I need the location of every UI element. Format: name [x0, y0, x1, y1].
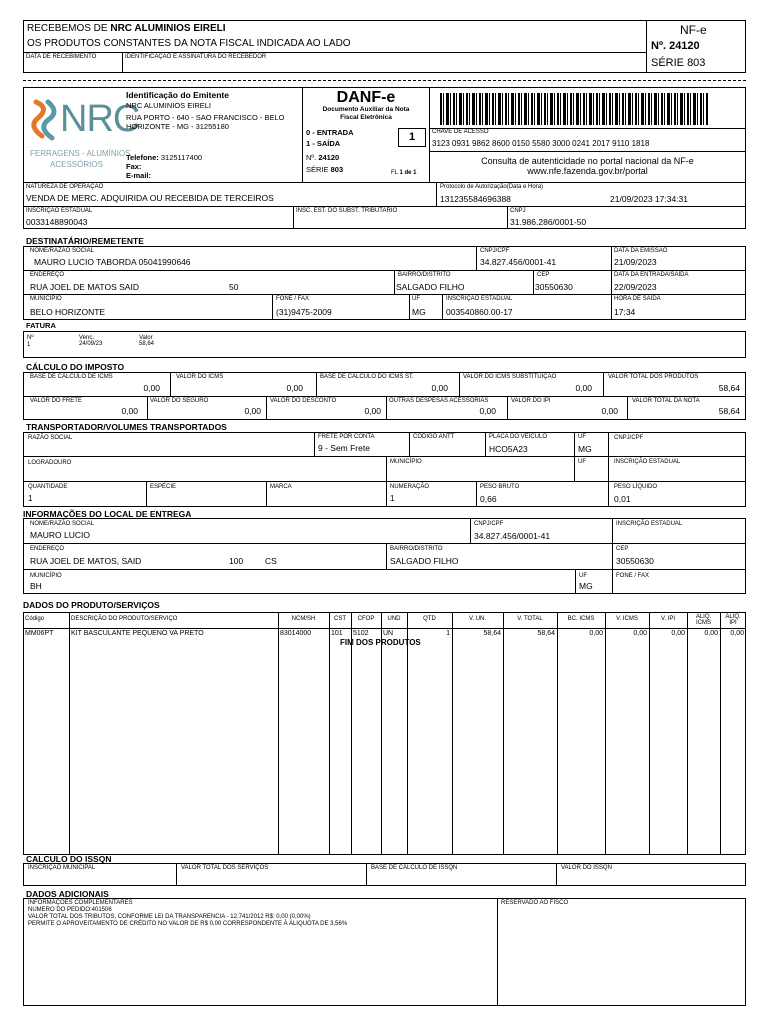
produto-cell-2: 83014000	[280, 630, 312, 637]
dest-entrada-label: DATA DA ENTRADA/SAÍDA	[614, 272, 689, 278]
v-st-label: VALOR DO ICMS SUBSTITUIÇÃO	[463, 374, 557, 380]
produto-cell-0: MM06PT	[25, 630, 54, 637]
dest-cnpj: 34.827.456/0001-41	[480, 257, 557, 267]
frete: 0,00	[121, 406, 138, 416]
v-st: 0,00	[575, 383, 592, 393]
dest-municipio-label: MUNICÍPIO	[30, 296, 62, 302]
transp-placa-label: PLACA DO VEÍCULO	[489, 434, 548, 440]
danfe-entrada: 0 - ENTRADA	[306, 128, 354, 137]
outras-label: OUTRAS DESPESAS ACESSÓRIAS	[389, 398, 489, 404]
entrega-endereco-label: ENDEREÇO	[30, 546, 65, 552]
transp-uf-label: UF	[578, 434, 586, 440]
transp-qtd-label: QUANTIDADE	[28, 484, 68, 490]
dest-bairro-label: BAIRRO/DISTRITO	[398, 272, 451, 278]
protocolo: 131235584696388	[440, 194, 511, 204]
transp-liquido: 0,01	[614, 494, 631, 504]
total: 58,64	[718, 406, 740, 416]
dest-hora-label: HORA DE SAÍDA	[614, 296, 661, 302]
transp-frete-label: FRETE POR CONTA	[318, 434, 375, 440]
v-icms-label: VALOR DO ICMS	[176, 374, 224, 380]
produto-header-11: V. IPI	[660, 616, 676, 622]
dest-numero: 50	[229, 282, 239, 292]
produto-header-12: ALIQ. ICMS	[695, 614, 712, 626]
dest-fone: (31)9475-2009	[276, 307, 332, 317]
entrega-bairro: SALGADO FILHO	[390, 556, 459, 566]
fatura-num-label: Nº	[27, 335, 34, 341]
cnpj-label: CNPJ	[510, 208, 526, 214]
info-line3: PERMITE O APROVEITAMENTO DE CRÉDITO NO VALOR DE R$ 0,00 CORRESPONDENTE À ALIQUOTA DE 3,56%	[28, 921, 348, 927]
danfe-saida: 1 - SAÍDA	[306, 139, 341, 148]
consulta-1: Consulta de autenticidade no portal nacional da NF-e	[481, 156, 694, 166]
produto-header-0: Código	[25, 616, 45, 622]
transp-marca-label: MARCA	[270, 484, 292, 490]
transp-logradouro-label: LOGRADOURO	[28, 460, 72, 466]
canhoto-data-receb-label: DATA DE RECEBIMENTO	[26, 54, 97, 60]
fim-dos-produtos: FIM DOS PRODUTOS	[340, 638, 421, 647]
fisco-label: RESERVADO AO FISCO	[501, 900, 569, 906]
bc-icms-label: BASE DE CÁLCULO DE ICMS	[30, 374, 113, 380]
produto-cell-1: KIT BASCULANTE PEQUENO VA PRETO	[71, 630, 204, 637]
dest-endereco-label: ENDEREÇO	[30, 272, 65, 278]
dest-endereco: RUA JOEL DE MATOS SAID	[30, 282, 139, 292]
entrega-cep: 30550630	[616, 556, 654, 566]
entrega-fone-label: FONE / FAX	[616, 573, 650, 579]
produto-cell-6: 1	[446, 630, 450, 637]
entrega-municipio: BH	[30, 581, 42, 591]
produto-cell-5: UN	[383, 630, 394, 637]
canhoto-nfe-label: NF-e	[680, 23, 707, 37]
destinatario-section: DESTINATÁRIO/REMETENTE	[26, 236, 144, 246]
transp-cnpj-label: CNPJ/CPF	[614, 435, 644, 441]
dest-emissao-label: DATA DA EMISSÃO	[614, 248, 668, 254]
produto-header-8: V. TOTAL	[517, 616, 543, 622]
produto-cell-7: 58,64	[483, 630, 501, 637]
produtos-section: DADOS DO PRODUTO/SERVIÇOS	[23, 600, 160, 610]
info-label: INFORMAÇÕES COMPLEMENTARES	[28, 900, 133, 906]
entrega-cnpj: 34.827.456/0001-41	[474, 531, 551, 541]
info-line2: VALOR TOTAL DOS TRIBUTOS, CONFORME LEI DA TRANSPARENCIA - 12.741/2012 R$: 0,00 (0,00%)	[28, 914, 311, 920]
logo-sub2: ACESSÓRIOS	[50, 160, 103, 169]
imposto-section: CÁLCULO DO IMPOSTO	[26, 362, 125, 372]
produto-header-13: ALIQ. IPI	[725, 614, 741, 626]
dest-uf: MG	[412, 307, 426, 317]
entrega-nome: MAURO LUCIO	[30, 530, 90, 540]
desconto: 0,00	[364, 406, 381, 416]
logo-sub1: FERRAGENS - ALUMÍNIOS	[30, 149, 131, 158]
entrega-cnpj-label: CNPJ/CPF	[474, 521, 504, 527]
produto-cell-13: 0,00	[730, 630, 744, 637]
canhoto-recebemos: RECEBEMOS DE NRC ALUMINIOS EIRELI	[27, 23, 226, 34]
entrega-ie-label: INSCRIÇÃO ESTADUAL	[616, 521, 683, 527]
frete-label: VALOR DO FRETE	[30, 398, 82, 404]
dest-entrada: 22/09/2023	[614, 282, 657, 292]
dest-municipio: BELO HORIZONTE	[30, 307, 106, 317]
logo-text: NRC	[60, 98, 140, 140]
transp-ie-label: INSCRIÇÃO ESTADUAL	[614, 459, 681, 465]
produto-header-5: UND	[387, 616, 401, 622]
info-line1: NUMERO DO PEDIDO:401506	[28, 907, 112, 913]
emitente-fax: Fax:	[126, 162, 142, 171]
seguro-label: VALOR DO SEGURO	[150, 398, 209, 404]
produto-cell-10: 0,00	[633, 630, 647, 637]
canhoto-ident-label: IDENTIFICAÇÃO E ASSINATURA DO RECEBEDOR	[125, 54, 267, 60]
total-label: VALOR TOTAL DA NOTA	[632, 398, 700, 404]
v-icms: 0,00	[286, 383, 303, 393]
entrega-nome-label: NOME/RAZÃO SOCIAL	[30, 521, 95, 527]
logo-mark-icon	[30, 98, 60, 142]
chave-label: CHAVE DE ACESSO	[432, 129, 489, 135]
transp-qtd: 1	[28, 494, 33, 503]
dest-fone-label: FONE / FAX	[276, 296, 310, 302]
ipi: 0,00	[601, 406, 618, 416]
entrega-municipio-label: MUNICÍPIO	[30, 573, 62, 579]
fatura-venc: 24/09/23	[79, 341, 103, 347]
produto-cell-3: 101	[331, 630, 343, 637]
produto-header-4: CFOP	[357, 616, 375, 622]
chave-valor: 3123 0931 9862 8600 0150 5580 3000 0241 2017 9110 1818	[432, 139, 650, 148]
fatura-section: FATURA	[26, 321, 56, 330]
produto-header-7: V. UN.	[468, 616, 487, 622]
canhoto-serie: SÉRIE 803	[651, 57, 706, 69]
transp-antt-label: CÓDIGO ANTT	[413, 434, 455, 440]
transp-uf2-label: UF	[578, 459, 586, 465]
ie-label: INSCRIÇÃO ESTADUAL	[26, 208, 93, 214]
consulta-2: www.nfe.fazenda.gov.br/portal	[527, 166, 648, 176]
produto-cell-11: 0,00	[671, 630, 685, 637]
transp-placa: HCO5A23	[489, 444, 528, 454]
dest-hora: 17:34	[614, 307, 636, 317]
dest-ie: 003540860.00-17	[446, 307, 513, 317]
dest-emissao: 21/09/2023	[614, 257, 657, 267]
produto-header-2: NCM/SH	[291, 616, 316, 622]
natureza: VENDA DE MERC. ADQUIRIDA OU RECEBIDA DE TERCEIROS	[26, 193, 274, 203]
transp-box	[23, 432, 746, 507]
produto-cell-8: 58,64	[537, 630, 555, 637]
fatura-valor-label: Valor	[139, 335, 153, 341]
transp-liquido-label: PESO LÍQUIDO	[614, 484, 658, 490]
desconto-label: VALOR DO DESCONTO	[270, 398, 337, 404]
transp-frete: 9 - Sem Frete	[318, 443, 370, 453]
dest-cep: 30550630	[535, 282, 573, 292]
entrega-uf-label: UF	[579, 573, 587, 579]
barcode	[440, 93, 708, 125]
emitente-endereco1: RUA PORTO - 640 - SAO FRANCISCO - BELO	[126, 113, 285, 122]
produto-header-3: CST	[334, 616, 346, 622]
entrega-endereco: RUA JOEL DE MATOS, SAID	[30, 556, 142, 566]
fatura-box	[23, 331, 746, 358]
fatura-valor: 58,64	[139, 341, 155, 347]
fatura-venc-label: Venc.	[79, 335, 95, 341]
danfe-title: DANF-e	[336, 89, 396, 106]
produto-cell-9: 0,00	[589, 630, 603, 637]
transp-numeracao-label: NUMERAÇÃO	[390, 484, 430, 490]
canhoto-line2: OS PRODUTOS CONSTANTES DA NOTA FISCAL INDICADA AO LADO	[27, 38, 351, 49]
danfe-numero: Nº. 24120	[306, 153, 340, 162]
dest-bairro: SALGADO FILHO	[396, 282, 465, 292]
danfe-sub1: Documento Auxiliar da Nota	[322, 106, 410, 113]
produto-header-9: BC. ICMS	[567, 616, 595, 622]
produto-cell-4: 5102	[353, 630, 369, 637]
transp-section: TRANSPORTADOR/VOLUMES TRANSPORTADOS	[26, 422, 227, 432]
transp-bruto-label: PESO BRUTO	[480, 484, 520, 490]
entrega-cep-label: CEP	[616, 546, 629, 552]
transp-uf: MG	[578, 444, 592, 454]
ipi-label: VALOR DO IPI	[511, 398, 551, 404]
dest-cnpj-label: CNPJ/CPF	[480, 248, 510, 254]
entrega-numero: 100	[229, 556, 244, 566]
ie-st-label: INSC. EST. DO SUBST. TRIBUTARIO	[296, 208, 398, 214]
issqn-valor-label: VALOR DO ISSQN	[561, 865, 612, 871]
transp-razao-label: RAZÃO SOCIAL	[28, 435, 73, 441]
produtos-table	[23, 612, 746, 855]
dest-nome: MAURO LUCIO TABORDA 05041990646	[34, 257, 191, 267]
emitente-endereco2: HORIZONTE - MG - 31255180	[126, 122, 229, 131]
issqn-bc-label: BASE DE CÁLCULO DE ISSQN	[371, 865, 458, 871]
adicionais-section: DADOS ADICIONAIS	[26, 889, 109, 899]
entrega-bairro-label: BAIRRO/DISTRITO	[390, 546, 443, 552]
produto-cell-12: 0,00	[704, 630, 718, 637]
dest-uf-label: UF	[412, 296, 420, 302]
natureza-label: NATUREZA DE OPERAÇÃO	[26, 184, 104, 190]
cnpj: 31.986.286/0001-50	[510, 217, 587, 227]
protocolo-label: Protocolo de Autorização(Data e Hora)	[440, 184, 544, 190]
entrega-uf: MG	[579, 581, 593, 591]
entrega-section: INFORMAÇÕES DO LOCAL DE ENTREGA	[23, 509, 192, 519]
danfe-serie: SÉRIE 803	[306, 165, 344, 174]
v-prod-label: VALOR TOTAL DOS PRODUTOS	[608, 374, 699, 380]
canhoto-numero: Nº. 24120	[651, 40, 700, 52]
emitente-telefone: Telefone: 3125117400	[126, 153, 203, 162]
danfe-tipo: 1	[408, 131, 416, 143]
issqn-servicos-label: VALOR TOTAL DOS SERVIÇOS	[181, 865, 269, 871]
bc-icms: 0,00	[143, 383, 160, 393]
emitente-email: E-mail:	[126, 171, 152, 180]
bc-st-label: BASE DE CÁLCULO DO ICMS ST.	[320, 374, 414, 380]
fatura-num: 1	[27, 342, 31, 348]
ie: 0033148890043	[26, 217, 88, 227]
seguro: 0,00	[244, 406, 261, 416]
emitente-nome: NRC ALUMINIOS EIRELI	[126, 101, 212, 110]
transp-especie-label: ESPÉCIE	[150, 484, 177, 490]
protocolo-data: 21/09/2023 17:34:31	[610, 194, 688, 204]
entrega-complemento: CS	[265, 556, 277, 566]
bc-st: 0,00	[431, 383, 448, 393]
emitente-title: Identificação do Emitente	[126, 90, 229, 100]
dest-ie-label: INSCRIÇÃO ESTADUAL	[446, 296, 513, 302]
produto-header-6: QTD	[423, 616, 436, 622]
danfe-sub2: Fiscal Eletrônica	[340, 114, 392, 121]
produto-header-10: V. ICMS	[616, 616, 638, 622]
issqn-im-label: INSCRIÇÃO MUNICIPAL	[28, 865, 96, 871]
outras: 0,00	[479, 406, 496, 416]
transp-numeracao: 1	[390, 494, 395, 503]
danfe-folha: FL 1 de 1	[391, 170, 417, 176]
v-prod: 58,64	[718, 383, 740, 393]
issqn-section: CALCULO DO ISSQN	[26, 854, 112, 864]
transp-bruto: 0,66	[480, 494, 497, 504]
dest-cep-label: CEP	[537, 272, 550, 278]
dest-nome-label: NOME/RAZÃO SOCIAL	[30, 248, 95, 254]
transp-municipio-label: MUNICÍPIO	[390, 459, 422, 465]
produto-header-1: DESCRIÇÃO DO PRODUTO/SERVIÇO	[71, 616, 178, 622]
